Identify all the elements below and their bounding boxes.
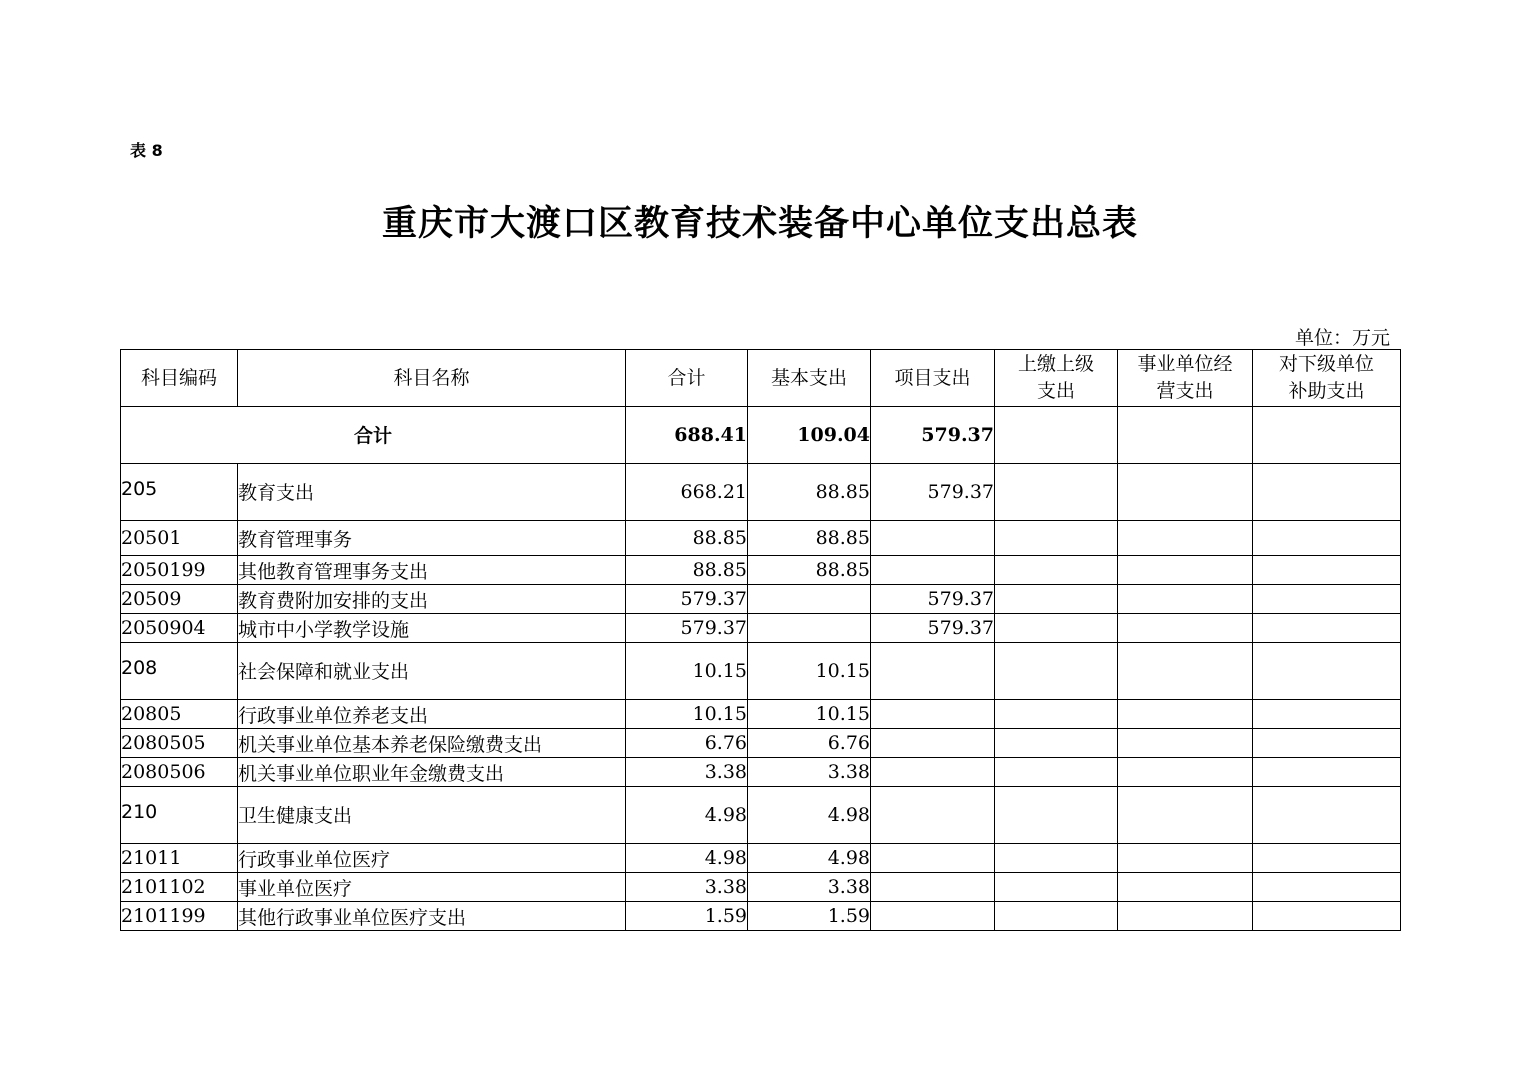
header-upper: 上缴上级 支出 xyxy=(995,350,1118,407)
table-row: 2080505 机关事业单位基本养老保险缴费支出 6.76 6.76 xyxy=(121,729,1401,758)
page-title: 重庆市大渡口区教育技术装备中心单位支出总表 xyxy=(381,204,1138,244)
table-row: 208 社会保障和就业支出 10.15 10.15 xyxy=(121,643,1401,700)
table-row: 2050904 城市中小学教学设施 579.37 579.37 xyxy=(121,614,1401,643)
total-row-project: 579.37 xyxy=(871,407,995,464)
table-row: 210 卫生健康支出 4.98 4.98 xyxy=(121,787,1401,844)
table-row: 2050199 其他教育管理事务支出 88.85 88.85 xyxy=(121,556,1401,585)
header-total: 合计 xyxy=(626,350,748,407)
total-row xyxy=(121,407,1401,464)
table-header-row xyxy=(121,350,1401,407)
header-basic: 基本支出 xyxy=(748,350,871,407)
table-row: 21011 行政事业单位医疗 4.98 4.98 xyxy=(121,844,1401,873)
header-name: 科目名称 xyxy=(238,350,626,407)
table-row: 2101102 事业单位医疗 3.38 3.38 xyxy=(121,873,1401,902)
unit-label: 单位：万元 xyxy=(1294,327,1390,349)
table-row: 205 教育支出 668.21 88.85 579.37 xyxy=(121,464,1401,521)
header-subsidy: 对下级单位 补助支出 xyxy=(1253,350,1401,407)
header-code: 科目编码 xyxy=(121,350,238,407)
total-row-total: 688.41 xyxy=(626,407,748,464)
total-row-label: 合计 xyxy=(121,407,626,464)
table-row: 20509 教育费附加安排的支出 579.37 579.37 xyxy=(121,585,1401,614)
total-row-basic: 109.04 xyxy=(748,407,871,464)
table-number-label: 表 8 xyxy=(130,141,163,160)
table-row: 20805 行政事业单位养老支出 10.15 10.15 xyxy=(121,700,1401,729)
table-row: 2101199 其他行政事业单位医疗支出 1.59 1.59 xyxy=(121,902,1401,931)
table-row: 2080506 机关事业单位职业年金缴费支出 3.38 3.38 xyxy=(121,758,1401,787)
expenditure-table xyxy=(120,349,1401,931)
header-project: 项目支出 xyxy=(871,350,995,407)
header-business: 事业单位经 营支出 xyxy=(1118,350,1253,407)
table-row: 20501 教育管理事务 88.85 88.85 xyxy=(121,521,1401,556)
